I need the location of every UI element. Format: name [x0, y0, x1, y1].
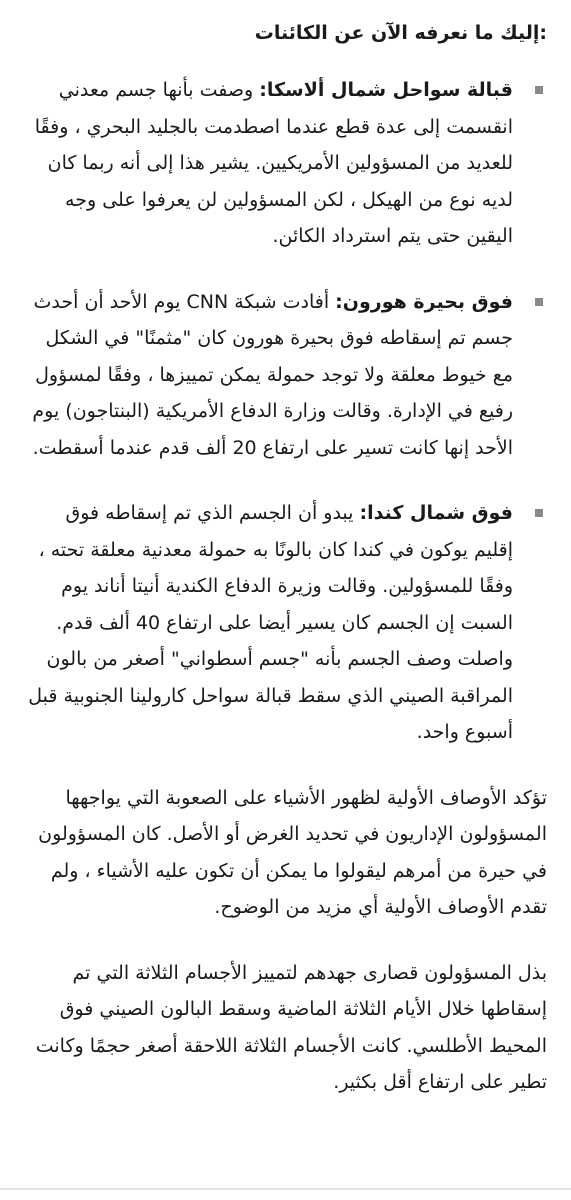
- item-text: وصفت بأنها جسم معدني انقسمت إلى عدة قطع عندما اصطدمت بالجليد البحري ، وفقًا للعديد من المسؤولين الأمريكيين. يشير هذا إلى أنه ربما كان لديه نوع من الهيكل ، لكن المسؤولين لن يعرفوا على وجه اليقين حتى يتم استرداد الكائن.: [34, 79, 513, 247]
- list-item-alaska: [26, 72, 547, 255]
- item-label: فوق شمال كندا:: [359, 502, 513, 524]
- list-item-lake-huron: [26, 284, 547, 467]
- objects-list: [26, 72, 547, 751]
- paragraph-comparison: بذل المسؤولون قصارى جهدهم لتمييز الأجسام الثلاثة التي تم إسقاطها خلال الأيام الثلاثة الماضية وسقط البالون الصيني فوق المحيط الأطلسي. كانت الأجسام الثلاثة اللاحقة أصغر حجمًا وكانت تطير على ارتفاع أقل بكثير.: [35, 961, 547, 1093]
- list-item-northern-canada: [26, 495, 547, 751]
- item-text: يبدو أن الجسم الذي تم إسقاطه فوق إقليم يوكون في كندا كان بالونًا به حمولة معدنية معلقة تحته ، وفقًا للمسؤولين. وقالت وزيرة الدفاع الكندية أنيتا أناند يوم السبت إن الجسم كان يسير أيضا على ارتفاع 40 ألف قدم. واصلت وصف الجسم بأنه "جسم أسطواني" أصغر من بالون المراقبة الصيني الذي سقط قبالة سواحل كارولينا الجنوبية قبل أسبوع واحد.: [28, 502, 513, 743]
- paragraph-descriptions: تؤكد الأوصاف الأولية لظهور الأشياء على الصعوبة التي يواجهها المسؤولون الإداريون في تحديد الغرض أو الأصل. كان المسؤولون في حيرة من أمرهم ليقولوا ما يمكن أن تكون عليه الأشياء ، ولم تقدم الأوصاف الأولية أي مزيد من الوضوح.: [38, 786, 547, 918]
- article-heading: :إليك ما نعرفه الآن عن الكائنات: [254, 22, 547, 44]
- item-label: قبالة سواحل شمال ألاسكا:: [259, 79, 513, 101]
- article-body: [26, 0, 547, 1130]
- square-bullet-icon: [535, 298, 543, 306]
- divider: [0, 1188, 571, 1190]
- item-text: أفادت شبكة CNN يوم الأحد أن أحدث جسم تم إسقاطه فوق بحيرة هورون كان "مثمنًا" في الشكل مع خيوط معلقة ولا توجد حمولة يمكن تمييزها ، وفقًا لمسؤول رفيع في الإدارة. وقالت وزارة الدفاع الأمريكية (البنتاجون) يوم الأحد إنها كانت تسير على ارتفاع 20 ألف قدم عندما أسقطت.: [32, 290, 513, 459]
- item-label: فوق بحيرة هورون:: [335, 290, 513, 313]
- square-bullet-icon: [535, 509, 543, 517]
- square-bullet-icon: [535, 86, 543, 94]
